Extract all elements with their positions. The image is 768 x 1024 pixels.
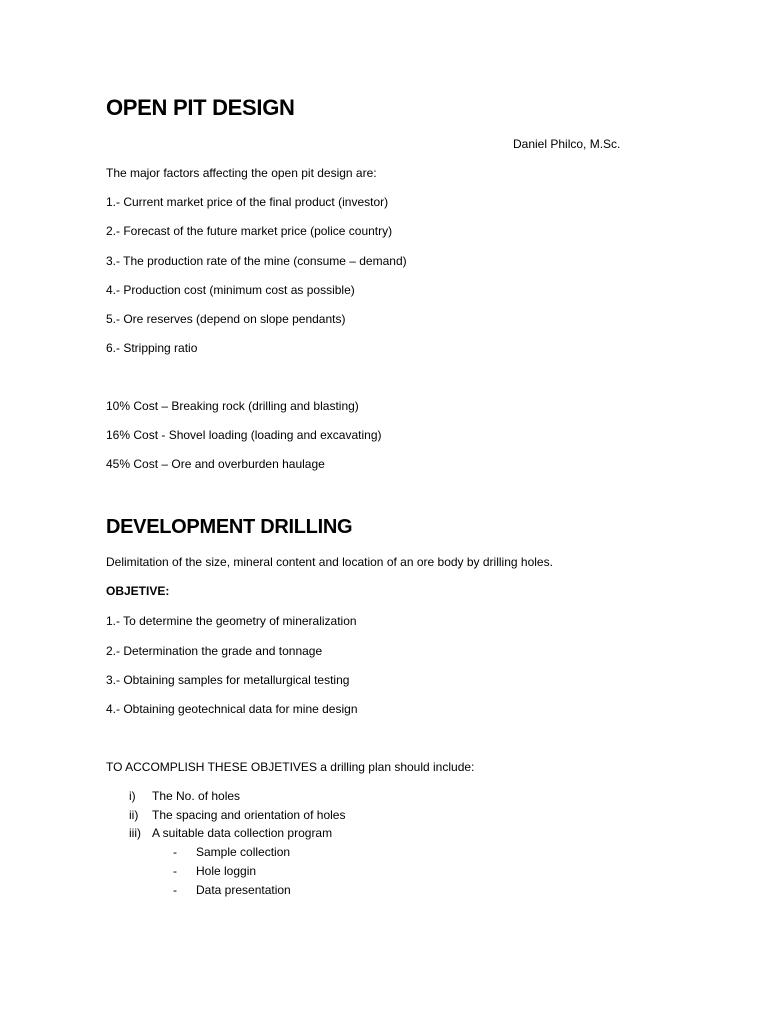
plan-item-text: A suitable data collection program	[152, 826, 333, 840]
factor-item: 6.- Stripping ratio	[106, 341, 198, 355]
sub-item	[173, 883, 291, 897]
author-line: Daniel Philco, M.Sc.	[513, 137, 621, 151]
cost-item: 45% Cost – Ore and overburden haulage	[106, 457, 325, 471]
plan-intro: TO ACCOMPLISH THESE OBJETIVES a drilling plan should include:	[106, 760, 475, 774]
section-heading: DEVELOPMENT DRILLING	[106, 516, 353, 538]
factor-item: 1.- Current market price of the final product (investor)	[106, 195, 389, 209]
plan-item-number: i)	[129, 789, 136, 803]
sub-item-dash: -	[173, 845, 177, 859]
objective-item: 2.- Determination the grade and tonnage	[106, 644, 323, 658]
objective-item: 3.- Obtaining samples for metallurgical testing	[106, 673, 350, 687]
definition-text: Delimitation of the size, mineral content and location of an ore body by drilling holes.	[106, 555, 553, 569]
plan-item-text: The spacing and orientation of holes	[152, 808, 346, 822]
cost-item: 16% Cost - Shovel loading (loading and excavating)	[106, 428, 382, 442]
intro-text: The major factors affecting the open pit design are:	[106, 166, 377, 180]
sub-item-dash: -	[173, 864, 177, 878]
page-title: OPEN PIT DESIGN	[106, 95, 295, 120]
factor-item: 3.- The production rate of the mine (consume – demand)	[106, 254, 407, 268]
plan-item-number: iii)	[129, 826, 141, 840]
factor-item: 4.- Production cost (minimum cost as possible)	[106, 283, 355, 297]
sub-item	[173, 864, 256, 878]
cost-item: 10% Cost – Breaking rock (drilling and blasting)	[106, 399, 359, 413]
objective-item: 1.- To determine the geometry of mineralization	[106, 614, 357, 628]
factor-item: 5.- Ore reserves (depend on slope pendants)	[106, 312, 346, 326]
sub-item-text: Sample collection	[196, 845, 291, 859]
factor-item: 2.- Forecast of the future market price (police country)	[106, 224, 393, 238]
objective-label: OBJETIVE:	[106, 584, 170, 598]
plan-item	[129, 826, 332, 840]
plan-item-text: The No. of holes	[152, 789, 241, 803]
objective-item: 4.- Obtaining geotechnical data for mine design	[106, 702, 358, 716]
plan-item-number: ii)	[129, 808, 139, 822]
plan-item	[129, 808, 345, 822]
plan-item	[129, 789, 240, 803]
sub-item-dash: -	[173, 883, 177, 897]
sub-item	[173, 845, 290, 859]
sub-item-text: Hole loggin	[196, 864, 257, 878]
sub-item-text: Data presentation	[196, 883, 291, 897]
